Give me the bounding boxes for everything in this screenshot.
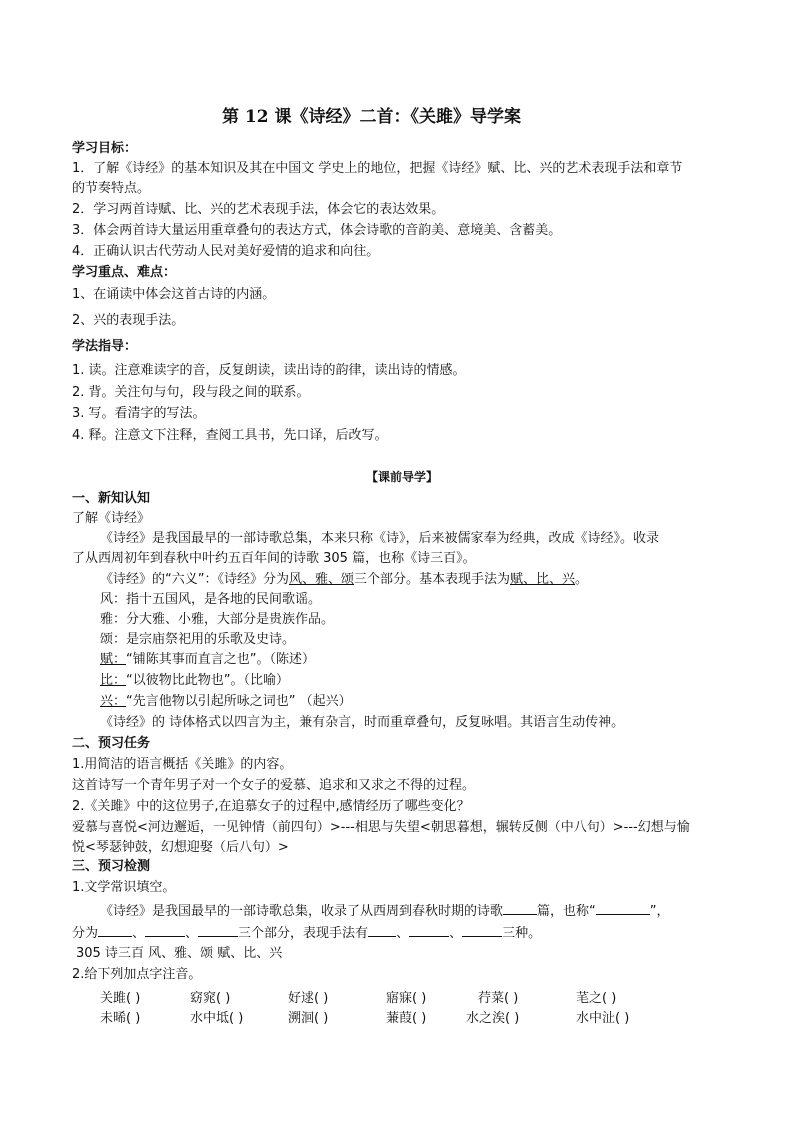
fu-definition: 赋：“铺陈其事而直言之也”。（陈述） — [100, 652, 315, 667]
fu-label: 赋： — [100, 652, 127, 667]
pinyin-item[interactable]: 荇菜( ) — [478, 991, 519, 1006]
blank-technique-2[interactable] — [409, 923, 449, 937]
fill-answer: 305 诗三百 风、雅、颂 赋、比、兴 — [76, 946, 283, 961]
method-heading: 学法指导： — [72, 339, 138, 354]
task-answer-2-cont: 悦<琴瑟钟鼓，幻想迎娶（后八句）> — [72, 840, 289, 855]
six-meanings-text: 三个部分。基本表现手法为 — [354, 572, 511, 587]
intro-paragraph-cont: 了从西周初年到春秋中叶约五百年间的诗歌 305 篇，也称《诗三百》。 — [72, 551, 476, 566]
method-item: 2. 背。关注句与句，段与段之间的联系。 — [72, 385, 310, 400]
pinyin-row-1 — [72, 987, 732, 1005]
key-item: 1、在诵读中体会这首古诗的内涵。 — [72, 287, 276, 302]
pinyin-item[interactable]: 水中坻( ) — [190, 1011, 244, 1026]
section2-heading: 二、预习任务 — [72, 736, 151, 751]
pinyin-item[interactable]: 芼之( ) — [576, 991, 617, 1006]
bi-definition: 比：“以彼物比此物也”。（比喻） — [100, 673, 289, 688]
section3-heading: 三、预习检测 — [72, 859, 151, 874]
blank-part-2[interactable] — [145, 923, 185, 937]
blank-part-1[interactable] — [98, 923, 132, 937]
section1-subheading: 了解《诗经》 — [72, 511, 151, 526]
six-meanings-line: 《诗经》的“六义”：《诗经》分为风、雅、颂三个部分。基本表现手法为赋、比、兴。 — [100, 572, 589, 587]
key-item: 2、兴的表现手法。 — [72, 313, 185, 328]
check-question-2: 2.给下列加点字注音。 — [72, 967, 202, 982]
three-techniques: 赋、比、兴 — [510, 572, 576, 587]
feng-definition: 风：指十五国风，是各地的民间歌谣。 — [100, 592, 322, 607]
pinyin-item[interactable]: 未晞( ) — [100, 1011, 141, 1026]
goal-item: 4．正确认识古代劳动人民对美好爱情的追求和向往。 — [72, 244, 380, 259]
bi-label: 比： — [100, 673, 127, 688]
format-paragraph: 《诗经》的 诗体格式以四言为主，兼有杂言，时而重章叠句，反复咏唱。其语言生动传神。 — [100, 715, 625, 730]
task-question-1: 1.用简洁的语言概括《关雎》的内容。 — [72, 757, 293, 772]
xing-definition: 兴：“先言他物以引起所咏之词也” （起兴） — [100, 694, 352, 709]
goal-item: 3．体会两首诗大量运用重章叠句的表达方式，体会诗歌的音韵美、意境美、含蓄美。 — [72, 223, 562, 238]
goal-item: 2．学习两首诗赋、比、兴的艺术表现手法，体会它的表达效果。 — [72, 202, 445, 217]
fill-line-1: 《诗经》是我国最早的一部诗歌总集，收录了从西周到春秋时期的诗歌 篇，也称“ ”， — [100, 901, 670, 921]
section1-heading: 一、新知认知 — [72, 491, 151, 506]
pinyin-item[interactable]: 窈窕( ) — [190, 991, 231, 1006]
method-item: 1. 读。注意难读字的音，反复朗读，读出诗的韵律，读出诗的情感。 — [72, 363, 466, 378]
pinyin-item[interactable]: 好逑( ) — [288, 991, 329, 1006]
task-question-2: 2.《关雎》中的这位男子,在追慕女子的过程中,感情经历了哪些变化？ — [72, 799, 470, 814]
goals-heading: 学习目标： — [72, 141, 138, 156]
goal-item: 的节奏特点。 — [72, 181, 151, 196]
task-answer-2: 爱慕与喜悦<河边邂逅，一见钟情（前四句）>---相思与失望<朝思暮想，辗转反侧（中八句）>---幻想与愉 — [72, 820, 690, 835]
fill-line-2: 分为 、 、 三个部分，表现手法有 、 、 三种。 — [72, 923, 541, 943]
three-parts: 风、雅、颂 — [288, 572, 354, 587]
pinyin-item[interactable]: 溯洄( ) — [288, 1011, 329, 1026]
six-meanings-text: 《诗经》的“六义”：《诗经》分为 — [100, 572, 289, 587]
song-definition: 颂：是宗庙祭祀用的乐歌及史诗。 — [100, 632, 296, 647]
pre-class-heading: 【课前导学】 — [365, 470, 438, 484]
blank-technique-1[interactable] — [368, 923, 396, 937]
blank-part-3[interactable] — [198, 923, 238, 937]
blank-alias[interactable] — [596, 901, 650, 915]
check-question-1: 1.文学常识填空。 — [72, 880, 176, 895]
blank-technique-3[interactable] — [462, 923, 502, 937]
blank-count[interactable] — [503, 901, 537, 915]
task-answer-1: 这首诗写一个青年男子对一个女子的爱慕、追求和又求之不得的过程。 — [72, 778, 476, 793]
method-item: 4. 释。注意文下注释，查阅工具书，先口译，后改写。 — [72, 428, 388, 443]
page-title: 第 12 课《诗经》二首：《关雎》导学案 — [222, 107, 521, 127]
xing-label: 兴： — [100, 694, 127, 709]
pinyin-item[interactable]: 寤寐( ) — [386, 991, 427, 1006]
ya-definition: 雅：分大雅、小雅，大部分是贵族作品。 — [100, 612, 335, 627]
pinyin-item[interactable]: 蒹葭( ) — [386, 1011, 427, 1026]
intro-paragraph: 《诗经》是我国最早的一部诗歌总集，本来只称《诗》，后来被儒家奉为经典，改成《诗经》。收录 — [100, 531, 660, 546]
goal-item: 1．了解《诗经》的基本知识及其在中国文 学史上的地位，把握《诗经》赋、比、兴的艺术表现手法和章节 — [72, 161, 683, 176]
key-heading: 学习重点、难点： — [72, 265, 177, 280]
pinyin-item[interactable]: 水中沚( ) — [576, 1011, 630, 1026]
method-item: 3. 写。看清字的写法。 — [72, 406, 206, 421]
pinyin-item[interactable]: 关雎( ) — [100, 991, 141, 1006]
pinyin-row-2 — [72, 1007, 732, 1025]
pinyin-item[interactable]: 水之涘( ) — [466, 1011, 520, 1026]
